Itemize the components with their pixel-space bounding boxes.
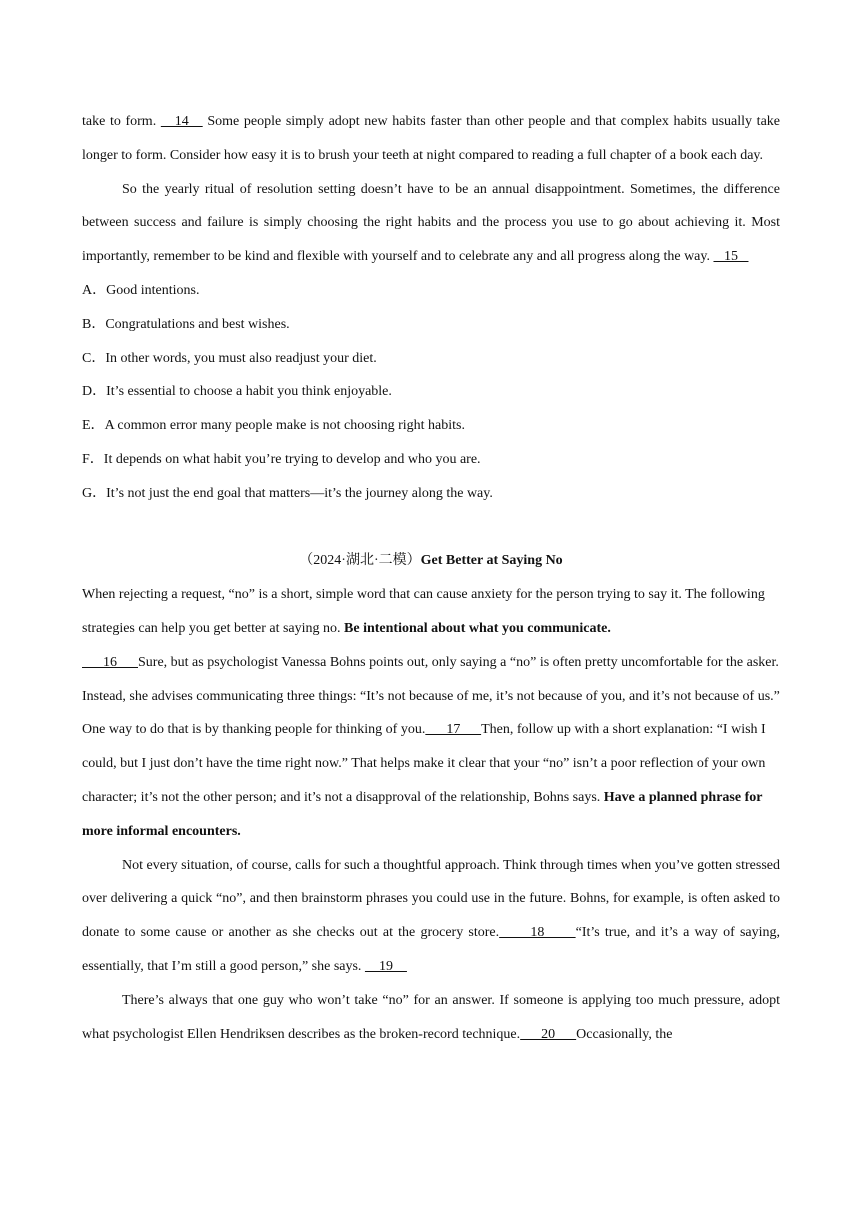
blank-18: 18 [499, 925, 576, 941]
blank-14: 14 [160, 114, 203, 129]
passage1-p2-text: So the yearly ritual of resolution setting doesn’t have to be an annual disappointment. Sometimes, the difference between success and failure is simply choosing the right habits and the process you use to go about achieving it. Most importantly, remember to be kind and flexible with yourself and to celebrate any and all progress along the way. [82, 181, 780, 265]
passage2-p1-text-c: Then, follow up with a short explanation: “I wish I could, but I just don’t have the time right now.” That helps make it clear that your “no” isn’t a poor reflection of your own character; it’s not the other person; and it’s not a disapproval of the relationship, Bohns says. [82, 722, 766, 805]
option-text: Congratulations and best wishes. [105, 316, 290, 332]
passage2-p2-text-a: Not every situation, of course, calls for such a thoughtful approach. Think through times when you’ve gotten stressed over delivering a quick “no”, and then brainstorm phrases you could use in the future. Bohns, for example, is often asked to donate to some cause or another as she checks out at the grocery store. [82, 857, 780, 941]
option-text: It’s essential to choose a habit you think enjoyable. [106, 384, 392, 400]
option-letter: A． [82, 282, 107, 298]
option-text: It’s not just the end goal that matters—it’s the journey along the way. [106, 485, 493, 501]
option-f [82, 443, 780, 477]
passage2-title [82, 544, 780, 578]
passage1-paragraph-1 [82, 105, 780, 173]
option-text: In other words, you must also readjust your diet. [105, 350, 377, 366]
passage2-paragraph-2 [82, 849, 780, 984]
option-text: Good intentions. [106, 282, 200, 298]
option-e [82, 409, 780, 443]
section-spacer [82, 511, 780, 545]
passage2-source: （2024·湖北·二模） [299, 553, 421, 569]
option-letter: D． [82, 384, 107, 400]
passage2-p1-text-b: Sure, but as psychologist Vanessa Bohns points out, only saying a “no” is often pretty uncomfortable for the asker. Instead, she advises communicating three things: “It’s not because of me, it’s not because of you, and it’s not because of us.” One way to do that is by thanking people for thinking of you. [82, 654, 780, 738]
passage2-paragraph-3 [82, 984, 780, 1052]
option-letter: F． [82, 451, 104, 467]
option-text: A common error many people make is not choosing right habits. [104, 418, 465, 434]
options-list [82, 274, 780, 511]
option-letter: C． [82, 350, 106, 366]
blank-15: 15 [713, 249, 749, 265]
option-c [82, 342, 780, 376]
option-letter: E． [82, 418, 105, 434]
option-letter: G． [82, 485, 107, 501]
blank-17: 17 [425, 722, 482, 738]
blank-20: 20 [520, 1026, 577, 1042]
option-text: It depends on what habit you’re trying to develop and who you are. [103, 451, 481, 467]
passage1-paragraph-2 [82, 173, 780, 274]
option-d [82, 375, 780, 409]
passage2-p3-text-a: There’s always that one guy who won’t take “no” for an answer. If someone is applying too much pressure, adopt what psychologist Ellen Hendriksen describes as the broken-record technique. [82, 992, 780, 1042]
blank-19: 19 [364, 958, 407, 974]
passage2-heading-1: Be intentional about what you communicate. [344, 620, 611, 636]
option-g [82, 477, 780, 511]
passage2-p1-text-a: When rejecting a request, “no” is a short, simple word that can cause anxiety for the person trying to say it. The following strategies can help you get better at saying no. [82, 587, 765, 636]
passage2-paragraph-1 [82, 578, 780, 848]
option-b [82, 308, 780, 342]
option-a [82, 274, 780, 308]
passage2-p2-text-b: “It’s true, and it’s a way of saying, essentially, that I’m still a good person,” she says. [82, 925, 781, 974]
passage1-p1-text-a: take to form. [82, 114, 161, 129]
passage2-heading-2: Have a planned phrase for more informal encounters. [82, 789, 763, 839]
document-page [82, 105, 780, 1051]
passage2-title-text: Get Better at Saying No [420, 553, 563, 569]
passage1-p1-text-b: Some people simply adopt new habits faster than other people and that complex habits usually take longer to form. Consider how easy it is to brush your teeth at night compared to reading a full chapter of a book each day. [82, 114, 781, 163]
option-letter: B． [82, 316, 106, 332]
passage2-p3-text-b: Occasionally, the [576, 1026, 673, 1042]
blank-16: 16 [82, 654, 138, 670]
